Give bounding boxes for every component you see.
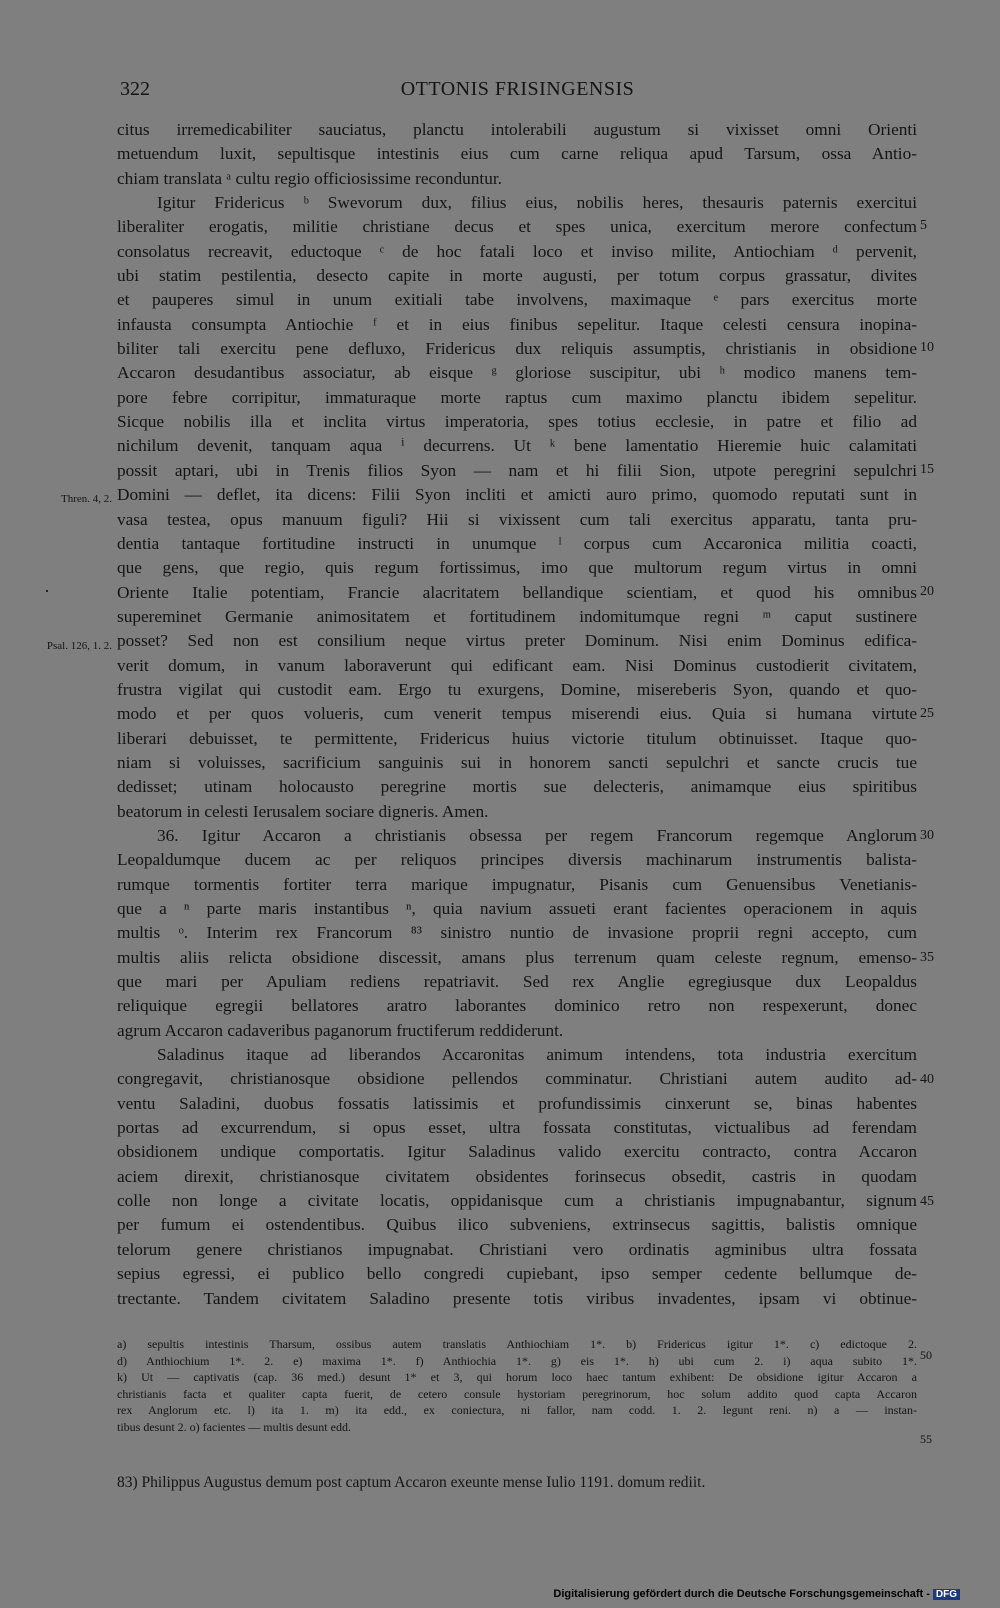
text-line: ubi statim pestilentia, desecto capite in morte augusti, per totum corpus grassatur, divites bbox=[117, 266, 917, 286]
text-line: dedisset; utinam holocausto peregrine mortis sue delecteris, animamque eius spiritibus bbox=[117, 777, 917, 797]
footnotes bbox=[117, 1336, 917, 1435]
text-line: et pauperes simul in unum exitiali tabe involvens, maximaque ᵉ pars exercitus morte bbox=[117, 290, 917, 310]
line-number: 25 bbox=[920, 706, 934, 721]
text-line bbox=[117, 1311, 917, 1335]
text-line: liberari debuisset, te permittente, Fridericus huius victorie titulum obtinuisset. Itaque quo- bbox=[117, 728, 917, 748]
text-line: trectante. Tandem civitatem Saladino presente totis viribus invadentes, ipsam vi obtinue- bbox=[117, 1288, 917, 1308]
text-line: Domini — deflet, ita dicens: Filii Syon incliti et amicti auro primo, quomodo reputati sunt in bbox=[117, 485, 917, 505]
text-line: metuendum luxit, sepultisque intestinis eius cum carne reliqua apud Tarsum, ossa Antio- bbox=[117, 144, 917, 164]
running-title: OTTONIS FRISINGENSIS bbox=[400, 78, 635, 100]
text-line: frustra vigilat qui custodit eam. Ergo tu exurgens, Domine, misereberis Syon, quando et quo- bbox=[117, 679, 917, 699]
text-line: obsidionem undique comportatis. Igitur Saladinus valido exercitu contracto, contra Accaron bbox=[117, 1142, 917, 1162]
credit-text: Digitalisierung gefördert durch die Deutsche Forschungsgemeinschaft - bbox=[553, 1588, 930, 1600]
text-line: ventu Saladini, duobus fossatis latissimis et profundissimis cinxerunt se, binas habentes bbox=[117, 1093, 917, 1113]
text-line: portas ad excurrendum, si opus esset, ultra fossata constitutas, victualibus ad ferendam bbox=[117, 1118, 917, 1138]
running-header bbox=[120, 78, 915, 108]
line-number: 30 bbox=[920, 828, 934, 843]
text-line: citus irremedicabiliter sauciatus, planctu intolerabili augustum si vixisset omni Orienti bbox=[117, 120, 917, 139]
footnote-line: k) Ut — captivatis (cap. 36 med.) desunt 1* et 3, qui horum loco haec tantum exhibent: De obsidione igitur Accaron a bbox=[117, 1370, 917, 1384]
margin-reference: Thren. 4, 2. bbox=[60, 493, 112, 505]
line-number: 5 bbox=[920, 218, 927, 233]
text-line: Accaron desudantibus associatur, ab eisque ᵍ gloriose suscipitur, ubi ʰ modico manens tem- bbox=[117, 363, 917, 383]
main-text bbox=[117, 118, 917, 1335]
text-line: aciem direxit, christianosque civitatem obsidentes forinsecus obsedit, castris in quodam bbox=[117, 1166, 917, 1186]
text-line: agrum Accaron cadaveribus paganorum fructiferum reddiderunt. bbox=[117, 1020, 564, 1040]
text-line: modo et per quos volueris, cum venerit tempus miserendi eius. Quia si humana virtute bbox=[117, 704, 917, 724]
page-number: 322 bbox=[120, 78, 150, 100]
footnote-line: d) Anthiochium 1*. 2. e) maxima 1*. f) Anthiochia 1*. g) eis 1*. h) ubi cum 2. i) aqua subito 1*. bbox=[117, 1353, 917, 1368]
text-line: multis aliis relicta obsidione discessit, amans plus terrenum quam celeste regnum, emenso- bbox=[117, 947, 917, 967]
text-line: que gens, que regio, quis regum fortissimus, imo que multorum regum virtus in omni bbox=[117, 558, 917, 578]
text-line: que a ⁿ parte maris instantibus ⁿ, quia navium assueti erant facientes operacionem in aquis bbox=[117, 899, 917, 918]
text-line: rumque tormentis fortiter terra marique impugnatur, Pisanis cum Genuensibus Venetianis- bbox=[117, 874, 917, 894]
text-line: Leopaldumque ducem ac per reliquos principes diversis machinarum instrumentis balista- bbox=[117, 850, 917, 870]
line-number: 40 bbox=[920, 1072, 934, 1087]
text-line: chiam translata ᵃ cultu regio officiosissime reconduntur. bbox=[117, 168, 502, 188]
text-line: infausta consumpta Antiochie ᶠ et in eius finibus sepelitur. Itaque celesti censura inopina- bbox=[117, 314, 917, 334]
text-line: vasa testea, opus manuum figuli? Hii si vixissent cum tali exercitus apparatu, tanta pru- bbox=[117, 509, 917, 529]
line-number: 35 bbox=[920, 950, 934, 965]
footnote-line: rex Anglorum etc. l) ita 1. m) ita edd., ex coniectura, ni fallor, nam codd. 1. 2. legunt reni. n) a — instan- bbox=[117, 1403, 917, 1417]
footnote-line-number: 55 bbox=[920, 1432, 932, 1446]
margin-reference: Psal. 126, 1. 2. bbox=[46, 640, 112, 652]
footnote-line: christianis facta et qualiter capta fuerit, de cetero consule hystoriam peregrinorum, hoc solum addito quod capta Accaron bbox=[117, 1386, 917, 1401]
text-line: congregavit, christianosque obsidione pellendos comminatur. Christiani autem audito ad- bbox=[117, 1069, 917, 1089]
text-line: multis ᵒ. Interim rex Francorum ⁸³ sinistro nuntio de invasione proprii regni accepto, cum bbox=[117, 923, 917, 943]
text-line: que mari per Apuliam rediens repatriavit. Sed rex Anglie egregiusque dux Leopaldus bbox=[117, 972, 917, 992]
text-line: verit domum, in vanum laboraverunt qui edificant eam. Nisi Dominus custodierit civitatem, bbox=[117, 655, 917, 675]
line-number: 45 bbox=[920, 1194, 934, 1209]
footnote-line: a) sepultis intestinis Tharsum, ossibus autem translatis Anthiochiam 1*. b) Fridericus igitur 1*. c) edictoque 2. bbox=[117, 1337, 917, 1351]
text-line: dentia tantaque fortitudine instructi in unumque ˡ corpus cum Accaronica militia coacti, bbox=[117, 533, 917, 553]
text-line: telorum genere christianos impugnabat. Christiani vero ordinatis agminibus ultra fossata bbox=[117, 1239, 917, 1259]
digitization-credit bbox=[553, 1588, 960, 1600]
text-line: reliquique egregii bellatores aratro laborantes dominico retro non respexerunt, donec bbox=[117, 996, 917, 1016]
text-line: posset? Sed non est consilium neque virtus preter Dominum. Nisi enim Dominus edifica- bbox=[117, 631, 917, 651]
text-line: nichilum devenit, tanquam aqua ⁱ decurrens. Ut ᵏ bene lamentatio Hieremie huic calamitati bbox=[117, 436, 917, 456]
text-line: Igitur Fridericus ᵇ Swevorum dux, filius eius, nobilis heres, thesauris paternis exercitui bbox=[157, 193, 917, 213]
text-line: possit aptari, ubi in Trenis filios Syon — nam et hi filii Sion, utpote peregrini sepulchri bbox=[117, 460, 917, 480]
text-line: pore febre corripitur, immaturaque morte raptus cum maximo planctu ibidem sepelitur. bbox=[117, 387, 917, 407]
dfg-logo: DFG bbox=[933, 1589, 960, 1600]
endnote-83: 83) Philippus Augustus demum post captum Accaron exeunte mense Iulio 1191. domum rediit. bbox=[117, 1474, 706, 1491]
scan-speck bbox=[46, 590, 48, 592]
text-line: liberaliter erogatis, militie christiane decus et spes unica, exercitum merore confectum bbox=[117, 217, 917, 237]
text-line: sepius egressi, ei publico bello congredi cupiebant, ipso semper cedente bellumque de- bbox=[117, 1264, 917, 1284]
footnote-line-number: 50 bbox=[920, 1348, 932, 1362]
text-line: per fumum ei ostendentibus. Quibus ilico subveniens, extrinsecus sagittis, balistis omnique bbox=[117, 1215, 917, 1235]
text-line: 36. Igitur Accaron a christianis obsessa per regem Francorum regemque Anglorum bbox=[157, 825, 917, 845]
text-line: consolatus recreavit, eductoque ᶜ de hoc fatali loco et inviso milite, Antiochiam ᵈ pervenit, bbox=[117, 241, 917, 261]
line-number: 20 bbox=[920, 584, 934, 599]
text-line: Oriente Italie potentiam, Francie alacritatem bellandique scientiam, et quod his omnibus bbox=[117, 582, 917, 602]
line-number: 10 bbox=[920, 340, 934, 355]
text-line: Sicque nobilis illa et inclita virtus imperatoria, spes totius ecclesie, in patre et filio ad bbox=[117, 412, 917, 432]
footnote-line: tibus desunt 2. o) facientes — multis desunt edd. bbox=[117, 1419, 351, 1434]
text-line: supereminet Germanie animositatem et fortitudinem indomitumque regni ᵐ caput sustinere bbox=[117, 606, 917, 626]
text-line: niam si voluisses, sacrificium sanguinis sui in honorem sancti sepulchri et sancte crucis tue bbox=[117, 752, 917, 772]
text-line: Saladinus itaque ad liberandos Accaronitas animum intendens, tota industria exercitum bbox=[157, 1045, 917, 1065]
text-line: colle non longe a civitate locatis, oppidanisque cum a christianis impugnabantur, signum bbox=[117, 1191, 917, 1211]
line-number: 15 bbox=[920, 462, 934, 477]
text-line: biliter tali exercitu pene defluxo, Fridericus dux reliquis assumptis, christianis in obsidione bbox=[117, 339, 917, 359]
text-line: beatorum in celesti Ierusalem sociare digneris. Amen. bbox=[117, 801, 489, 821]
